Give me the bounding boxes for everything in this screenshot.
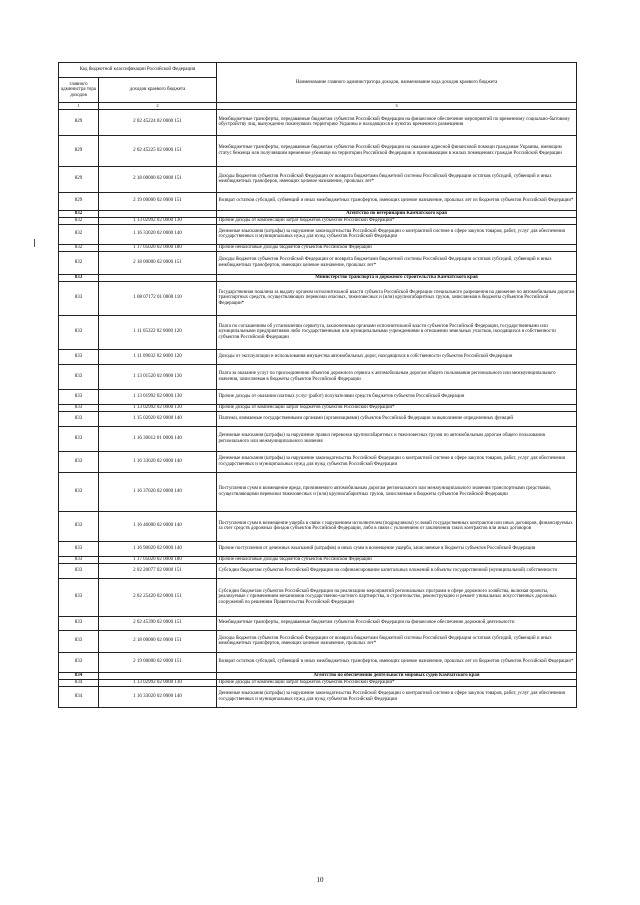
budget-code-cell: 1 11 09032 02 0000 120	[99, 349, 217, 364]
budget-code-cell	[99, 274, 217, 281]
admin-code-cell: 833	[59, 281, 99, 315]
admin-code-cell: 832	[59, 217, 99, 224]
budget-code-cell: 1 13 01520 02 0000 130	[99, 364, 217, 389]
budget-code-cell: 1 13 02992 02 0000 130	[99, 679, 217, 686]
budget-code-cell: 1 16 33020 02 0000 140	[99, 224, 217, 244]
table-row	[59, 244, 577, 251]
table-row	[59, 281, 577, 315]
column-number-2: 2	[99, 103, 217, 110]
table-header-row	[59, 63, 577, 78]
column-number-1: 1	[59, 103, 99, 110]
admin-code-cell: 833	[59, 511, 99, 541]
table-row	[59, 364, 577, 389]
budget-code-cell: 2 02 45390 02 0000 151	[99, 616, 217, 630]
name-cell: Прочие неналоговые доходы бюджетов субъектов Российской Федерации	[217, 556, 577, 563]
table-row	[59, 630, 577, 652]
admin-code-cell: 833	[59, 315, 99, 349]
budget-code-cell: 1 16 33020 02 0000 140	[99, 686, 217, 707]
name-cell: Поступления сумм в возмещение вреда, причиняемого автомобильным дорогам регионального или межмуниципального значения транспортными средствами, осуществляющими перевозки тяжеловесных и (или) крупногабаритных грузов, зачисляемые в бюджеты субъектов Российской Федерации	[217, 472, 577, 511]
section-row	[59, 672, 577, 679]
budget-code-cell: 1 16 30012 01 0000 140	[99, 426, 217, 451]
budget-code-cell: 2 19 00000 02 0000 151	[99, 652, 217, 672]
budget-code-cell: 2 02 45224 02 0000 151	[99, 109, 217, 135]
table-row	[59, 686, 577, 707]
column-number-row	[59, 103, 577, 110]
table-row	[59, 315, 577, 349]
budget-code-cell	[99, 210, 217, 217]
document-page	[58, 62, 576, 708]
name-cell: Плата за оказание услуг по присоединению объектов дорожного сервиса к автомобильным дорогам общего пользования регионального или межмуниципального значения, зачисляемая в бюджеты субъектов Российской Федерации	[217, 364, 577, 389]
table-row	[59, 109, 577, 135]
admin-code-cell: 833	[59, 630, 99, 652]
table-row	[59, 578, 577, 616]
admin-code-cell: 833	[59, 411, 99, 426]
name-cell: Доходы от эксплуатации и использования имущества автомобильных дорог, находящихся в собственности субъектов Российской Федерации	[217, 349, 577, 364]
budget-code-cell: 1 13 02992 02 0000 130	[99, 217, 217, 224]
table-row	[59, 217, 577, 224]
name-cell: Доходы бюджетов субъектов Российской Федерации от возврата бюджетами бюджетной системы Российской Федерации остатков субсидий, субвенций и иных межбюджетных трансферов, имеющих целевое назначение, прошлых лет*	[217, 166, 577, 192]
admin-code-cell: 833	[59, 274, 99, 281]
name-cell: Прочие доходы от компенсации затрат бюджетов субъектов Российской Федерации*	[217, 404, 577, 411]
name-cell: Доходы бюджетов субъектов Российской Федерации от возврата бюджетами бюджетной системы Российской Федерации остатков субсидий, субвенций и иных межбюджетных трансфертов, имеющих целевое назначение, прошлых лет*	[217, 251, 577, 274]
table-row	[59, 616, 577, 630]
admin-code-cell: 832	[59, 244, 99, 251]
name-cell: Государственная пошлина за выдачу органом исполнительной власти субъекта Российской Федерации специального разрешения на движение по автомобильным дорогам транспортных средств, осуществляющих перевозки опасных, тяжеловесных и (или) крупногабаритных грузов, зачисляемая в бюджеты субъектов Российской Федерации*	[217, 281, 577, 315]
name-cell: Субсидии бюджетам субъектов Российской Федерации на софинансирование капитальных вложений в объекты государственной (муниципальной) собственности	[217, 563, 577, 578]
budget-code-cell: 1 08 07172 01 0000 110	[99, 281, 217, 315]
section-row	[59, 274, 577, 281]
budget-code-cell: 1 13 01992 02 0000 130	[99, 389, 217, 404]
name-cell: Межбюджетные трансферты, передаваемые бюджетам субъектов Российской Федерации на финансовое обеспечение дорожной деятельности	[217, 616, 577, 630]
budget-code-cell: 1 11 05322 02 0000 120	[99, 315, 217, 349]
admin-code-cell: 833	[59, 472, 99, 511]
admin-code-cell: 834	[59, 686, 99, 707]
admin-code-cell: 834	[59, 679, 99, 686]
section-title-cell: Министерство транспорта и дорожного строительства Камчатского края	[217, 274, 577, 281]
name-cell: Возврат остатков субсидий, субвенций и иных межбюджетных трансфертов, имеющих целевое назначение, прошлых лет из бюджетов субъектов Российской Федерации*	[217, 652, 577, 672]
revenue-code-table	[58, 62, 577, 708]
budget-code-cell: 1 15 02020 02 0000 140	[99, 411, 217, 426]
admin-code-cell: 833	[59, 389, 99, 404]
table-row	[59, 166, 577, 192]
budget-code-cell: 1 16 46000 02 0000 140	[99, 511, 217, 541]
budget-code-cell: 1 13 02992 02 0000 130	[99, 404, 217, 411]
budget-code-cell: 1 16 37020 02 0000 140	[99, 472, 217, 511]
budget-code-cell	[99, 672, 217, 679]
name-cell: Прочие доходы от компенсации затрат бюджетов субъектов Российской Федерации*	[217, 679, 577, 686]
admin-code-cell: 834	[59, 672, 99, 679]
admin-code-cell: 832	[59, 210, 99, 217]
admin-code-cell: 833	[59, 364, 99, 389]
column-number-3: 3	[217, 103, 577, 110]
name-cell: Прочие доходы от компенсации затрат бюджетов субъектов Российской Федерации*	[217, 217, 577, 224]
table-row	[59, 389, 577, 404]
admin-code-cell: 833	[59, 404, 99, 411]
budget-code-cell: 2 02 20077 02 0000 151	[99, 563, 217, 578]
name-column-header: Наименование главного администратора доходов, наименование кода доходов краевого бюджета	[217, 63, 577, 103]
name-cell: Денежные взыскания (штрафы) за нарушение законодательства Российской Федерации о контрактной системе в сфере закупок товаров, работ, услуг для обеспечения государственных и муниципальных нужд для нужд субъектов Российской Федерации	[217, 451, 577, 472]
budget-code-header: доходов краевого бюджета	[99, 78, 217, 103]
table-row	[59, 511, 577, 541]
table-row	[59, 541, 577, 556]
name-cell: Денежные взыскания (штрафы) за нарушение правил перевозки крупногабаритных и тяжеловесных грузов по автомобильным дорогам общего пользования регионального или межмуниципального значения	[217, 426, 577, 451]
admin-code-cell: 829	[59, 192, 99, 210]
admin-code-cell: 833	[59, 349, 99, 364]
budget-code-cell: 1 17 05020 02 0000 180	[99, 556, 217, 563]
table-row	[59, 556, 577, 563]
admin-code-cell: 833	[59, 541, 99, 556]
admin-code-header: главного администра тора доходов	[59, 78, 99, 103]
admin-code-cell: 829	[59, 135, 99, 166]
admin-code-cell: 832	[59, 251, 99, 274]
budget-code-cell: 2 18 00000 02 0000 151	[99, 251, 217, 274]
table-row	[59, 652, 577, 672]
admin-code-cell: 833	[59, 652, 99, 672]
admin-code-cell: 833	[59, 451, 99, 472]
name-cell: Доходы бюджетов субъектов Российской Федерации от возврата бюджетами бюджетной системы Российской Федерации остатков субсидий, субвенций и иных межбюджетных трансфертов, имеющих целевое назначение, прошлых лет*	[217, 630, 577, 652]
budget-code-cell: 1 16 33020 02 0000 140	[99, 451, 217, 472]
admin-code-cell: 833	[59, 616, 99, 630]
name-cell: Возврат остатков субсидий, субвенций и иных межбюджетных трансфертов, имеющих целевое назначение, прошлых лет из бюджетов субъектов Российской Федерации*	[217, 192, 577, 210]
budget-code-cell: 2 02 25420 02 0000 151	[99, 578, 217, 616]
name-cell: Прочие неналоговые доходы бюджетов субъектов Российской Федерации	[217, 244, 577, 251]
admin-code-cell: 833	[59, 563, 99, 578]
table-row	[59, 135, 577, 166]
page-number: 10	[316, 876, 324, 884]
budget-code-cell: 2 02 45225 02 0000 151	[99, 135, 217, 166]
name-cell: Прочие доходы от оказания платных услуг (работ) получателями средств бюджетов субъектов Российской Федерации	[217, 389, 577, 404]
kbk-group-header: Код бюджетной классификации Российской Федерации	[59, 63, 217, 78]
admin-code-cell: 832	[59, 224, 99, 244]
table-row	[59, 192, 577, 210]
table-row	[59, 224, 577, 244]
budget-code-cell: 1 17 05020 02 0000 180	[99, 244, 217, 251]
admin-code-cell: 833	[59, 556, 99, 563]
name-cell: Платежи, взимаемые государственными органами (организациями) субъектов Российской Федерации за выполнение определенных функций	[217, 411, 577, 426]
table-row	[59, 426, 577, 451]
name-cell: Плата по соглашениям об установлении сервитута, заключенным органами исполнительной власти субъектов Российской Федерации, государственными или муниципальными предприятиями либо государственными или муниципальными учреждениями в отношении земельных участков, находящихся в собственности субъектов Российской Федерации	[217, 315, 577, 349]
table-row	[59, 404, 577, 411]
name-cell: Поступления сумм в возмещение ущерба в связи с нарушением исполнителем (подрядчиком) условий государственных контрактов или иных договоров, финансируемых за счет средств дорожных фондов субъектов Российской Федерации, либо в связи с уклонением от заключения таких контрактов или иных договоров	[217, 511, 577, 541]
budget-code-cell: 2 19 00000 02 0000 151	[99, 192, 217, 210]
table-row	[59, 451, 577, 472]
table-row	[59, 251, 577, 274]
table-row	[59, 679, 577, 686]
margin-mark	[34, 239, 35, 247]
name-cell: Межбюджетные трансферты, передаваемые бюджетам субъектов Российской Федерации на финансовое обеспечение мероприятий по временному социально-бытовому обустройству лиц, вынужденно покинувших территорию Украины и находящихся в пунктах временного размещения	[217, 109, 577, 135]
name-cell: Субсидии бюджетам субъектов Российской Федерации на реализацию мероприятий региональных программ в сфере дорожного хозяйства, включая проекты, реализуемые с применением механизмов государственно-частного партнерства, и строительство, реконструкцию и ремонт уникальных искусственных дорожных сооружений по решениям Правительства Российской Федерации	[217, 578, 577, 616]
budget-code-cell: 2 18 00000 02 0000 151	[99, 166, 217, 192]
admin-code-cell: 829	[59, 109, 99, 135]
admin-code-cell: 833	[59, 578, 99, 616]
name-cell: Денежные взыскания (штрафы) за нарушение законодательства Российской Федерации о контрактной системе в сфере закупок товаров, работ, услуг для обеспечения государственных и муниципальных нужд для нужд субъектов Российской Федерации	[217, 686, 577, 707]
name-cell: Межбюджетные трансферты, передаваемые бюджетам субъектов Российской Федерации на оказание адресной финансовой помощи гражданам Украины, имеющим статус беженца или получившим временное убежище на территории Российской Федерации и проживающим в жилых помещениях граждан Российской Федерации	[217, 135, 577, 166]
budget-code-cell: 2 18 00000 02 0000 151	[99, 630, 217, 652]
admin-code-cell: 833	[59, 426, 99, 451]
table-row	[59, 472, 577, 511]
section-title-cell: Агентство по обеспечению деятельности мировых судей Камчатского края	[217, 672, 577, 679]
admin-code-cell: 829	[59, 166, 99, 192]
table-row	[59, 411, 577, 426]
section-row	[59, 210, 577, 217]
budget-code-cell: 1 16 90020 02 0000 140	[99, 541, 217, 556]
name-cell: Прочие поступления от денежных взысканий (штрафов) и иных сумм в возмещение ущерба, зачисляемые в бюджеты субъектов Российской Федерации	[217, 541, 577, 556]
section-title-cell: Агентство по ветеринарии Камчатского края	[217, 210, 577, 217]
table-row	[59, 349, 577, 364]
name-cell: Денежные взыскания (штрафы) за нарушение законодательства Российской Федерации о контрактной системе в сфере закупок товаров, работ, услуг для обеспечения государственных и муниципальных нужд для нужд субъектов Российской Федерации	[217, 224, 577, 244]
table-row	[59, 563, 577, 578]
